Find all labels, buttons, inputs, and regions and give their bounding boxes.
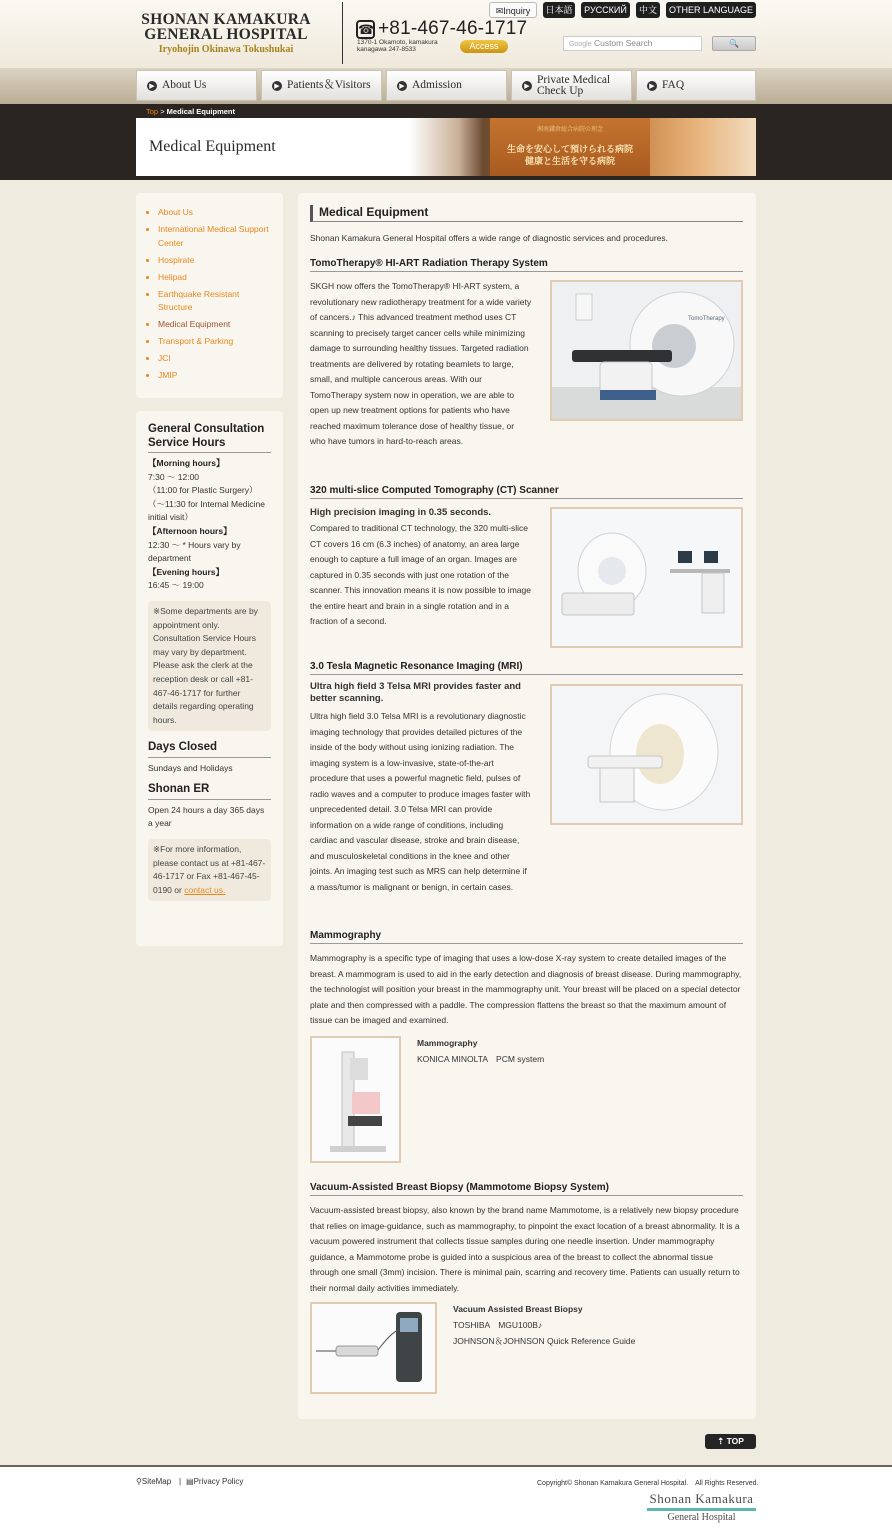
search-input[interactable] [563, 36, 702, 51]
tomo-brand-text: TomoTherapy [688, 316, 725, 322]
logo-line1: SHONAN KAMAKURA [141, 11, 311, 28]
sidebar-item-label: International Medical Support Center [158, 223, 269, 248]
arrow-right-icon: ▶ [647, 81, 657, 91]
mri-illustration [552, 686, 741, 823]
nav-label: Private Medical Check Up [537, 73, 611, 97]
sitemap-label: SiteMap [141, 1477, 172, 1486]
arrow-up-icon: ⇡ [717, 1436, 725, 1446]
sidebar-item-label: Earthquake Resistant Structure [158, 288, 240, 313]
back-to-top-button[interactable] [705, 1434, 756, 1449]
footer-logo-bar [647, 1508, 756, 1511]
er-text: Open 24 hours a day 365 days a year [148, 804, 265, 829]
sitemap-link[interactable] [136, 1477, 171, 1486]
address: 1370-1 Okamoto, kamakura kanagawa 247-8533 [357, 39, 438, 53]
lang-other[interactable]: OTHER LANGUAGE [666, 2, 756, 18]
sidebar-item-label: Medical Equipment [158, 319, 231, 330]
biopsy-caption-title: Vacuum Assisted Breast Biopsy [453, 1304, 583, 1314]
er-note [148, 839, 271, 901]
nav-admission[interactable] [386, 70, 507, 101]
document-icon: ▤ [186, 1477, 194, 1486]
intro-text: Shonan Kamakura General Hospital offers a wide range of diagnostic services and procedures. [310, 233, 668, 243]
hospital-logo[interactable] [136, 12, 316, 55]
nav-label: Admission [412, 79, 462, 91]
morning-label: 【Morning hours】 [148, 458, 225, 468]
sign-top: 湘南鎌倉総合病院の理念 [536, 127, 603, 133]
biopsy-photo [310, 1302, 437, 1394]
sidebar-item-about-us[interactable] [158, 206, 271, 220]
mri-photo [550, 684, 743, 825]
phone-icon: ☎ [358, 22, 375, 37]
contact-us-link[interactable]: contact us. [184, 884, 226, 895]
privacy-label: Privacy Policy [193, 1477, 244, 1486]
mammo-text: Mammography is a specific type of imaging that uses a low-dose X-ray system to create detailed images of the breast. A mammogram is used to aid in the early detection and diagnosis of breast disease. During mammography, the technologist will position your breast in the mammography unit. Your breast will be placed on a special detector plate and then compressed with a paddle. The compression flattens the breast so that the maximum amount of tissue can be imaged and examined. [310, 953, 742, 1025]
search-button[interactable] [712, 36, 756, 51]
closed-title: Days Closed [148, 741, 271, 758]
header-divider [342, 2, 343, 64]
copyright: Copyright© Shonan Kamakura General Hospital. All Rights Reserved. [537, 1480, 759, 1487]
sidebar-item-medical-equipment[interactable] [158, 318, 271, 332]
breadcrumb-sep: > [160, 107, 165, 116]
breadcrumb-current: Medical Equipment [166, 107, 236, 116]
ct-text: Compared to traditional CT technology, the 320 multi-slice CT covers 16 cm (6.3 inches) of anatomy, an area large enough to capture a full image of an organ. Images are captured in 0.35 seconds with just one rotation of the scanner. This innovation means it is now possible to image the entire heart and brain in a single rotation and in a fraction of a second. [310, 523, 531, 626]
closed-text: Sundays and Holidays [148, 762, 233, 773]
hours-note: ※Some departments are by appointment only. Consultation Service Hours may vary by department. Please ask the clerk at the reception desk or call +81-467-46-1717 for further details regarding operating hours. [148, 601, 271, 731]
evening-time: 16:45 ～ 19:00 [148, 580, 204, 591]
nav-label: FAQ [662, 79, 685, 91]
er-title: Shonan ER [148, 783, 271, 800]
sidebar-item-hospirate[interactable] [158, 254, 271, 268]
sidebar-item-earthquake[interactable] [158, 288, 271, 315]
lang-russian[interactable]: РУССКИЙ [581, 2, 630, 18]
main-content [298, 193, 756, 1419]
sidebar-item-label: Helipad [158, 271, 187, 282]
morning-note1: （11:00 for Plastic Surgery） [148, 485, 258, 496]
search-icon: 🔍 [729, 39, 739, 48]
biopsy-heading: Vacuum-Assisted Breast Biopsy (Mammotome Biopsy System) [310, 1182, 743, 1196]
sidebar-item-international[interactable] [158, 223, 271, 250]
lang-japanese[interactable]: 日本語 [543, 2, 575, 18]
sidebar-item-label: Transport & Parking [158, 336, 234, 347]
logo-sub: Iryohojin Okinawa Tokushukai [158, 44, 294, 55]
afternoon-time: 12:30 ～ * Hours vary by department [148, 539, 241, 564]
sidebar-nav [136, 193, 283, 398]
nav-faq[interactable] [636, 70, 756, 101]
access-label: Access [469, 41, 499, 51]
page-title: Medical Equipment [310, 205, 743, 222]
footer-logo-line1: Shonan Kamakura [649, 1491, 754, 1506]
afternoon-label: 【Afternoon hours】 [148, 525, 232, 536]
access-button[interactable] [460, 40, 508, 53]
footer-sep: | [179, 1477, 182, 1486]
ct-scanner-photo [550, 507, 743, 648]
ct-heading: 320 multi-slice Computed Tomography (CT) Scanner [310, 485, 743, 499]
tomo-text: SKGH now offers the TomoTherapy® HI-ART system, a revolutionary new radiotherapy treatment for a wide variety of cancers.♪ This advanced treatment method uses CT scanning to precisely target cancer cells while minimizing damage to surrounding healthy tissues. Targeted radiation treatments are delivered by rotating beamlets to large, small, and multiple cancerous areas. With our TomoTherapy system now in operation, we are able to open up new treatment options for patients who have reached maximum tolerance dose of healthy tissue, or who have tumors in hard-to-reach areas. [310, 281, 532, 446]
mammo-heading: Mammography [310, 930, 743, 944]
inquiry-button[interactable] [489, 2, 537, 18]
evening-label: 【Evening hours】 [148, 566, 225, 577]
biopsy-caption-line2: JOHNSON＆JOHNSON Quick Reference Guide [453, 1336, 636, 1346]
ct-subheading: High precision imaging in 0.35 seconds. [310, 507, 492, 518]
ct-illustration [552, 509, 741, 646]
arrow-right-icon: ▶ [272, 81, 282, 91]
phone-number: +81-467-46-1717 [378, 18, 528, 39]
hero-title: Medical Equipment [149, 138, 276, 155]
nav-about-us[interactable] [136, 70, 257, 101]
person-icon: ⚲ [136, 1477, 142, 1486]
search-placeholder: Custom Search [593, 38, 653, 48]
mri-heading: 3.0 Tesla Magnetic Resonance Imaging (MRI) [310, 661, 743, 675]
mammo-caption-title: Mammography [417, 1038, 478, 1048]
hero-sign-image [490, 118, 650, 176]
mri-text: Ultra high field 3.0 Telsa MRI is a revolutionary diagnostic imaging technology that provides detailed pictures of the inside of the body without using ionizing radiation. The imaging system is a low-invasive, state-of-the-art procedure that uses a powerful magnetic field, pulses of radio waves and a computer to produce images faster with unprecedented detail. 3.0 Telsa MRI can provide information on a wide range of conditions, including cardiac and vascular disease, stroke and brain disease, and musculoskeletal conditions in the knee and other joints. An imaging test such as MRS can help determine if a mass/tumor is malignant or benign, in certain cases. [310, 711, 531, 892]
hero-banner [136, 118, 756, 176]
nav-label: About Us [162, 79, 207, 91]
tomotherapy-illustration [552, 282, 741, 419]
nav-label: Patients＆Visitors [287, 79, 371, 91]
footer [0, 1465, 892, 1536]
breadcrumb [146, 107, 235, 116]
sign-line1: 生命を安心して預けられる病院 [506, 144, 633, 154]
arrow-right-icon: ▶ [397, 81, 407, 91]
privacy-link[interactable] [186, 1477, 243, 1486]
mammography-photo [310, 1036, 401, 1163]
sidebar-item-jci[interactable] [158, 352, 271, 366]
arrow-right-icon: ▶ [522, 81, 532, 91]
sidebar-item-label: JCI [158, 353, 171, 364]
sidebar-item-transport[interactable] [158, 335, 271, 349]
lang-chinese[interactable]: 中文 [636, 2, 660, 18]
sidebar-item-label: Hospirate [158, 254, 195, 265]
mri-subheading: Ultra high field 3 Telsa MRI provides faster and better scanning. [310, 681, 521, 704]
mammo-caption-text: KONICA MINOLTA PCM system [417, 1054, 545, 1064]
mail-icon: ✉ [495, 6, 504, 16]
sidebar-item-label: JMIP [158, 370, 178, 381]
nav-patients-visitors[interactable] [261, 70, 382, 101]
hours-title: General Consultation Service Hours [148, 423, 271, 453]
sidebar-item-jmip[interactable] [158, 369, 271, 383]
biopsy-illustration [312, 1304, 435, 1392]
sidebar-item-label: About Us [158, 207, 193, 217]
nav-private-check-up[interactable] [511, 70, 632, 101]
footer-logo-line2: General Hospital [667, 1512, 736, 1523]
sign-line2: 健康と生活を守る病院 [524, 156, 615, 166]
biopsy-caption-line1: TOSHIBA MGU100B♪ [453, 1320, 543, 1330]
breadcrumb-home[interactable]: Top [146, 107, 159, 116]
header [0, 0, 892, 68]
logo-line2: GENERAL HOSPITAL [144, 26, 308, 43]
biopsy-text: Vacuum-assisted breast biopsy, also known by the brand name Mammotome, is a relatively new biopsy procedure that relies on image-guidance, such as mammography, to pinpoint the exact location of a breast abnormality. It is a vacuum powered instrument that collects tissue samples during one needle insertion. Under mammography guidance, a Mammotome probe is guided into a suspicious area of the breast to collect the abnormal tissue through one small (3mm) incision. There is minimal pain, scarring and recovery time. Patients can usually return to their normal daily activities immediately. [310, 1205, 740, 1293]
sidebar-item-helipad[interactable] [158, 271, 271, 285]
er-note-text: ※For more information, please contact us at +81-467-46-1717 or Fax +81-467-45-0190 or [153, 844, 266, 895]
search-brand: Google [569, 41, 592, 48]
mammography-illustration [312, 1038, 399, 1161]
footer-logo [647, 1491, 756, 1523]
inquiry-label: Inquiry [503, 6, 531, 16]
top-label: TOP [726, 1436, 744, 1446]
morning-note2: （～11:30 for Internal Medicine initial visit） [148, 498, 266, 523]
tomotherapy-photo [550, 280, 743, 421]
tomo-heading: TomoTherapy® HI-ART Radiation Therapy System [310, 258, 743, 272]
morning-time: 7:30 ～ 12:00 [148, 471, 200, 482]
hours-box [136, 411, 283, 946]
arrow-right-icon: ▶ [147, 81, 157, 91]
